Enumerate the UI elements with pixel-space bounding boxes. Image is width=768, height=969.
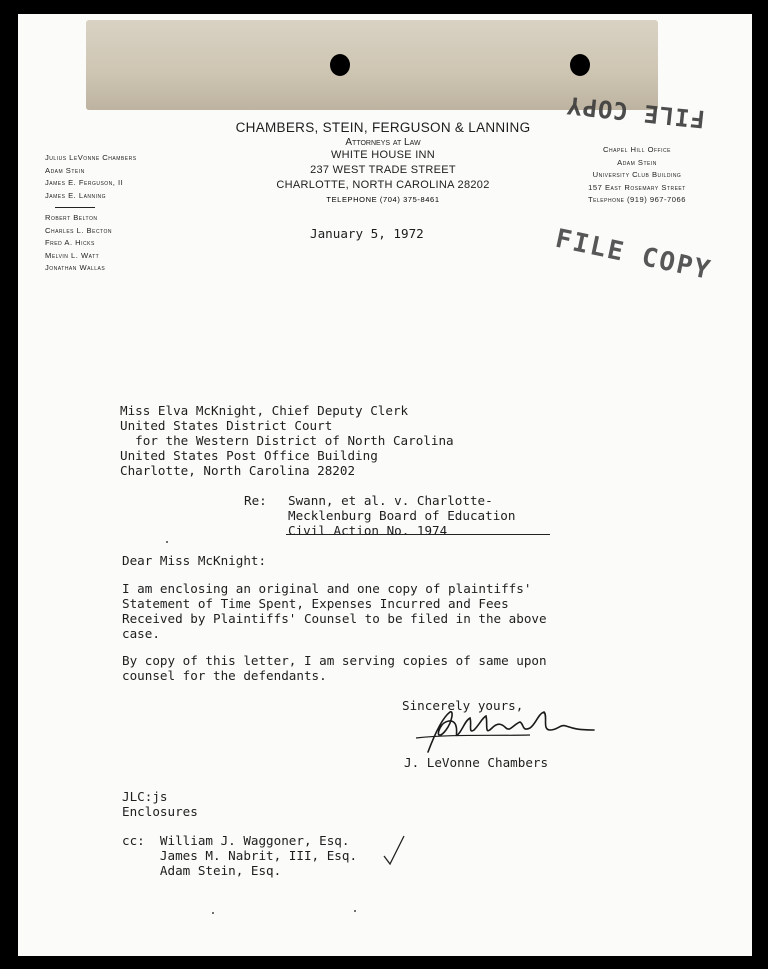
branch-name: Adam Stein xyxy=(617,157,657,167)
branch-title: Chapel Hill Office xyxy=(603,145,671,154)
re-underline xyxy=(286,534,550,535)
partner-list xyxy=(45,152,137,275)
letter-date: January 5, 1972 xyxy=(310,226,424,241)
speck xyxy=(354,910,356,912)
associate-name: Charles L. Becton xyxy=(45,225,113,235)
associate-name: Robert Belton xyxy=(45,213,98,222)
signer-name: J. LeVonne Chambers xyxy=(404,755,549,770)
partner-divider xyxy=(55,207,95,208)
handwritten-signature xyxy=(410,706,600,756)
branch-telephone: Telephone (919) 967-7066 xyxy=(588,195,686,204)
file-copy-stamp-upside-down: FILE COPY xyxy=(564,90,707,134)
firm-building: WHITE HOUSE INN xyxy=(330,149,436,161)
partner-name: Adam Stein xyxy=(45,165,85,175)
partner-name: James E. Lanning xyxy=(45,190,107,200)
firm-subtitle: Attorneys at Law xyxy=(345,137,421,148)
file-copy-stamp: FILE COPY xyxy=(552,223,715,287)
letter-page xyxy=(18,14,752,956)
re-subject: Swann, et al. v. Charlotte- Mecklenburg Board of Education Civil Action No. 1974 xyxy=(288,493,516,538)
associate-name: Melvin L. Watt xyxy=(45,250,100,260)
letterhead xyxy=(198,120,568,204)
punch-hole-right xyxy=(570,54,590,76)
associate-name: Jonathan Wallas xyxy=(45,263,106,272)
firm-city: CHARLOTTE, NORTH CAROLINA 28202 xyxy=(276,179,490,191)
body-paragraph-1: I am enclosing an original and one copy of plaintiffs' Statement of Time Spent, Expenses Incurred and Fees Received by Plaintiffs' Counsel to be filed in the above case. xyxy=(122,581,547,641)
partner-name: James E. Ferguson, II xyxy=(45,178,124,187)
firm-name: CHAMBERS, STEIN, FERGUSON & LANNING xyxy=(235,120,531,135)
body-paragraph-2: By copy of this letter, I am serving copies of same upon counsel for the defendants. xyxy=(122,653,547,683)
cc-list: cc: William J. Waggoner, Esq. James M. Nabrit, III, Esq. Adam Stein, Esq. xyxy=(122,833,358,878)
partner-name: Julius LeVonne Chambers xyxy=(45,153,137,162)
branch-street: 157 East Rosemary Street xyxy=(588,182,686,192)
speck xyxy=(212,912,214,914)
firm-street: 237 WEST TRADE STREET xyxy=(310,164,456,176)
firm-telephone: TELEPHONE (704) 375-8461 xyxy=(326,195,440,204)
closing: Sincerely yours, xyxy=(402,698,524,713)
associate-name: Fred A. Hicks xyxy=(45,238,95,247)
re-label: Re: xyxy=(244,493,267,508)
addressee-block: Miss Elva McKnight, Chief Deputy Clerk United States District Court for the Western District of North Carolina United States Post Office Building Charlotte, North Carolina 28202 xyxy=(120,403,454,478)
branch-office xyxy=(552,144,722,207)
typist-initials: JLC:js Enclosures xyxy=(122,789,198,819)
salutation: Dear Miss McKnight: xyxy=(122,553,267,568)
check-mark-icon xyxy=(380,834,410,868)
punch-hole-left xyxy=(330,54,350,76)
branch-building: University Club Building xyxy=(592,170,682,179)
speck xyxy=(166,541,168,543)
